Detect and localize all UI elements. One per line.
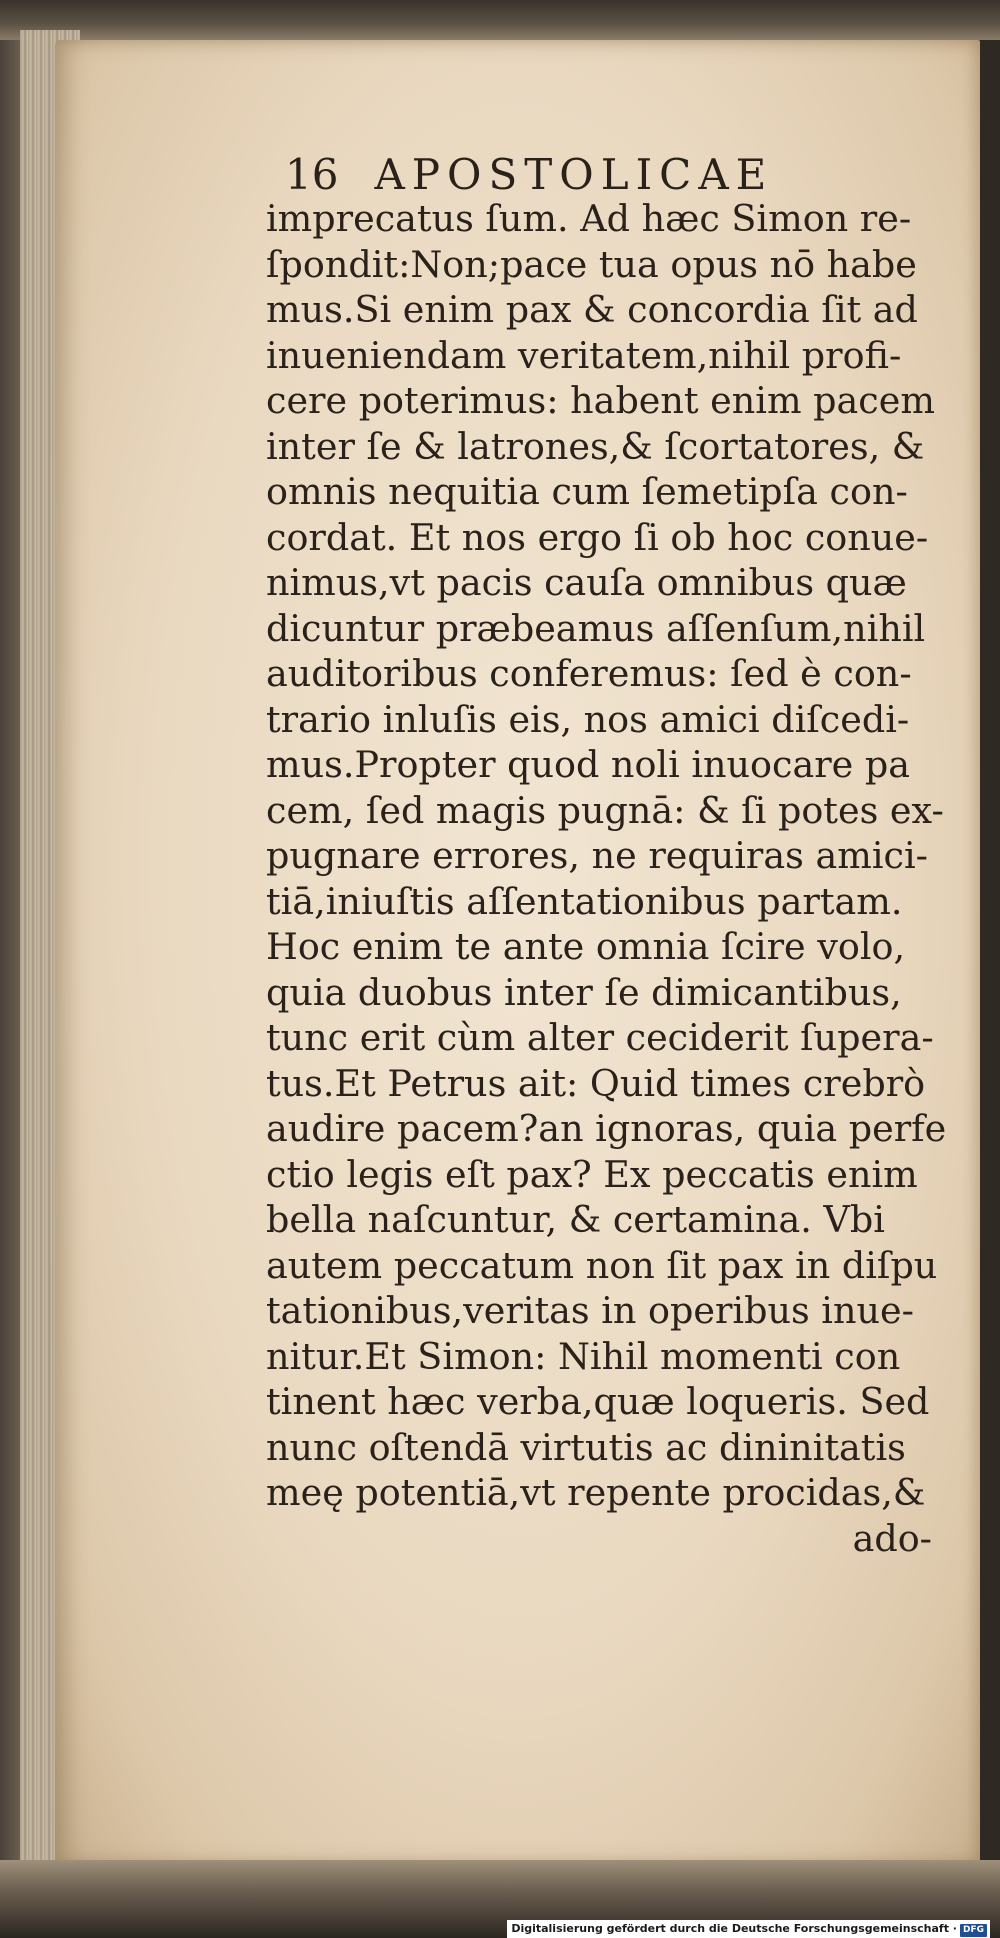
text-line: auditoribus conferemus: ſed è con- [266, 652, 912, 695]
text-line: bella naſcuntur, & certamina. Vbi [266, 1198, 885, 1241]
dfg-logo: DFG [960, 1924, 987, 1937]
digitization-credit [507, 1920, 990, 1938]
text-line: cere poterimus: habent enim pacem [266, 379, 935, 422]
catchword: ado- [852, 1516, 932, 1560]
text-line: audire pacem?an ignoras, quia perfe [266, 1107, 947, 1150]
text-line: imprecatus ſum. Ad hæc Simon re- [266, 197, 912, 240]
text-line: cordat. Et nos ergo ſi ob hoc conue- [266, 515, 929, 559]
page-number: 16 [285, 150, 339, 199]
text-line: trario inluſis eis, nos amici diſcedi- [266, 697, 910, 741]
text-line: tunc erit cùm alter ceciderit ſupera- [266, 1016, 934, 1059]
text-line: dicuntur præbeamus aſſenſum,nihil [266, 606, 926, 650]
running-header [285, 150, 773, 199]
text-line: nunc oſtendā virtutis ac dininitatis [266, 1425, 906, 1469]
text-line: ctio legis eſt pax? Ex peccatis enim [266, 1152, 918, 1196]
text-line: meę potentiā,vt repente procidas,& [266, 1471, 926, 1514]
text-line: Hoc enim te ante omnia ſcire volo, [266, 925, 906, 968]
text-line: ſpondit:Non;pace tua opus nō habe [266, 242, 917, 286]
text-line: cem, ſed magis pugnā: & ſi potes ex- [266, 788, 944, 832]
text-line: tus.Et Petrus ait: Quid times crebrò [266, 1061, 926, 1105]
text-line: tationibus,veritas in operibus inue- [266, 1289, 914, 1332]
text-line: mus.Si enim pax & concordia ſit ad [266, 288, 918, 331]
text-line: autem peccatum non ſit pax in diſpu [266, 1243, 938, 1287]
text-line: tinent hæc verba,quæ loqueris. Sed [266, 1380, 930, 1423]
text-line: mus.Propter quod noli inuocare pa [266, 743, 911, 786]
credit-text: Digitalisierung gefördert durch die Deutsche Forschungsgemeinschaft · [511, 1922, 957, 1935]
running-head-title: APOSTOLICAE [374, 150, 774, 199]
top-edge [0, 0, 1000, 40]
text-line: nimus,vt pacis cauſa omnibus quæ [266, 561, 907, 604]
text-line: quia duobus inter ſe dimicantibus, [266, 970, 902, 1014]
text-line: nitur.Et Simon: Nihil momenti con [266, 1334, 901, 1378]
text-line: pugnare errores, ne requiras amici- [266, 834, 928, 877]
text-line: inueniendam veritatem,nihil profi- [266, 333, 902, 377]
text-line: omnis nequitia cum ſemetipſa con- [266, 470, 908, 513]
text-line: tiā,iniuſtis aſſentationibus partam. [266, 879, 903, 923]
text-block [266, 196, 947, 1561]
text-line: inter ſe & latrones,& ſcortatores, & [266, 424, 925, 468]
